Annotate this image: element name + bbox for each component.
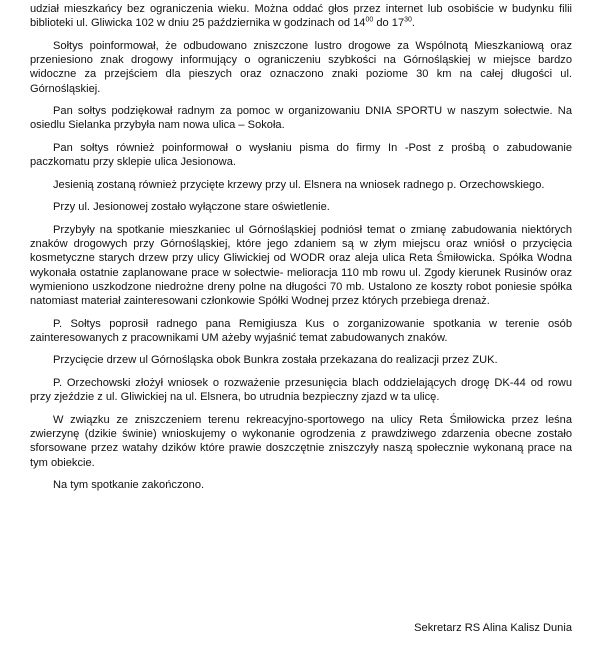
paragraph-bush-trimming: Jesienią zostaną również przycięte krzewy przy ul. Elsnera na wniosek radnego p. Orzechowskiego. <box>53 178 545 191</box>
paragraph-fence-request: W związku ze zniszczeniem terenu rekreacyjno-sportowego na ulicy Reta Śmiłowicka przez leśna zwierzynę (dzikie świnie) wnioskujemy o wykonanie ogrodzenia z prawdziwego zdarzenia obecne zostało sforsowane przez watahy dzików które prawie doszczętnie zniszczyły naszą społecznie wykonaną prace na tym obiekcie. <box>30 413 572 469</box>
paragraph-field-meeting: P. Sołtys poprosił radnego pana Remigiusza Kus o zorganizowanie spotkania w terenie osób zainteresowanych z pracownikami UM ażeby wyjaśnić temat zabudowanych znaków. <box>30 317 572 344</box>
paragraph-voting-info <box>30 2 572 31</box>
paragraph-resident-request: Przybyły na spotkanie mieszkaniec ul Górnośląskiej podniósł temat o zmianę zabudowania niektórych znaków drogowych przy Górnośląskiej, które jego zdaniem są w złym miejscu oraz wniósł o przycięcia kosmetyczne starych drzew przy ulicy Gliwickiej od WODR oraz aleja ulica Reta Śmiłowicka. Spółka Wodna wykonała ostatnie zaplanowane prace w sołectwie- melioracja 110 mb rowu ul. Zgody kierunek Rusinów oraz wymieniono uszkodzone niedrożne dreny polne na długości 70 mb. Ustalono ze koszty robot poniesie spółka natomiast materiał zainteresowani członkowie Spółki Wodnej przez których przebiega drenaż. <box>30 223 572 308</box>
paragraph-closing: Na tym spotkanie zakończono. <box>53 479 205 492</box>
voting-text-b: do 17 <box>373 17 405 30</box>
paragraph-barrier-motion: P. Orzechowski złożył wniosek o rozważenie przesunięcia blach oddzielających drogę DK-44 od rowu przy zjeździe z ul. Gliwickiej na ul. Elsnera, bo utrudnia bezpieczny zjazd w ta ulicę. <box>30 376 572 404</box>
paragraph-mirror-and-signs: Sołtys poinformował, że odbudowano zniszczone lustro drogowe za Wspólnotą Mieszkaniową oraz przeniesiono znak drogowy informujący o ograniczeniu szybkości na Górnośląskiej w miejsce bardzo widoczne za przejściem dla pieszych oraz oznaczono znaki poziome 30 km na całej długości ul. Górnośląskiej. <box>30 39 572 95</box>
voting-text-a: udział mieszkańcy bez ograniczenia wieku. Można oddać głos przez internet lub osobiście w budynku filii biblioteki ul. Gliwicka 102 w dniu 25 października w godzinach od 14 <box>30 3 572 30</box>
signature: Sekretarz RS Alina Kalisz Dunia <box>414 622 572 634</box>
paragraph-sport-day: Pan sołtys podziękował radnym za pomoc w organizowaniu DNIA SPORTU w naszym sołectwie. Na osiedlu Sielanka przybyła nam nowa ulica – Sokoła. <box>30 105 572 132</box>
voting-time-start-minutes: 00 <box>365 16 374 24</box>
paragraph-parcel-locker: Pan sołtys również poinformował o wysłaniu pisma do firmy In -Post z prośbą o zabudowanie paczkomatu przy sklepie ulica Jesionowa. <box>30 141 572 169</box>
paragraph-old-lighting: Przy ul. Jesionowej zostało wyłączone stare oświetlenie. <box>53 201 330 214</box>
paragraph-tree-cutting: Przycięcie drzew ul Górnośląska obok Bunkra została przekazana do realizacji przez ZUK. <box>53 354 498 367</box>
voting-time-end-minutes: 30 <box>404 16 412 24</box>
voting-text-c: . <box>411 17 416 30</box>
